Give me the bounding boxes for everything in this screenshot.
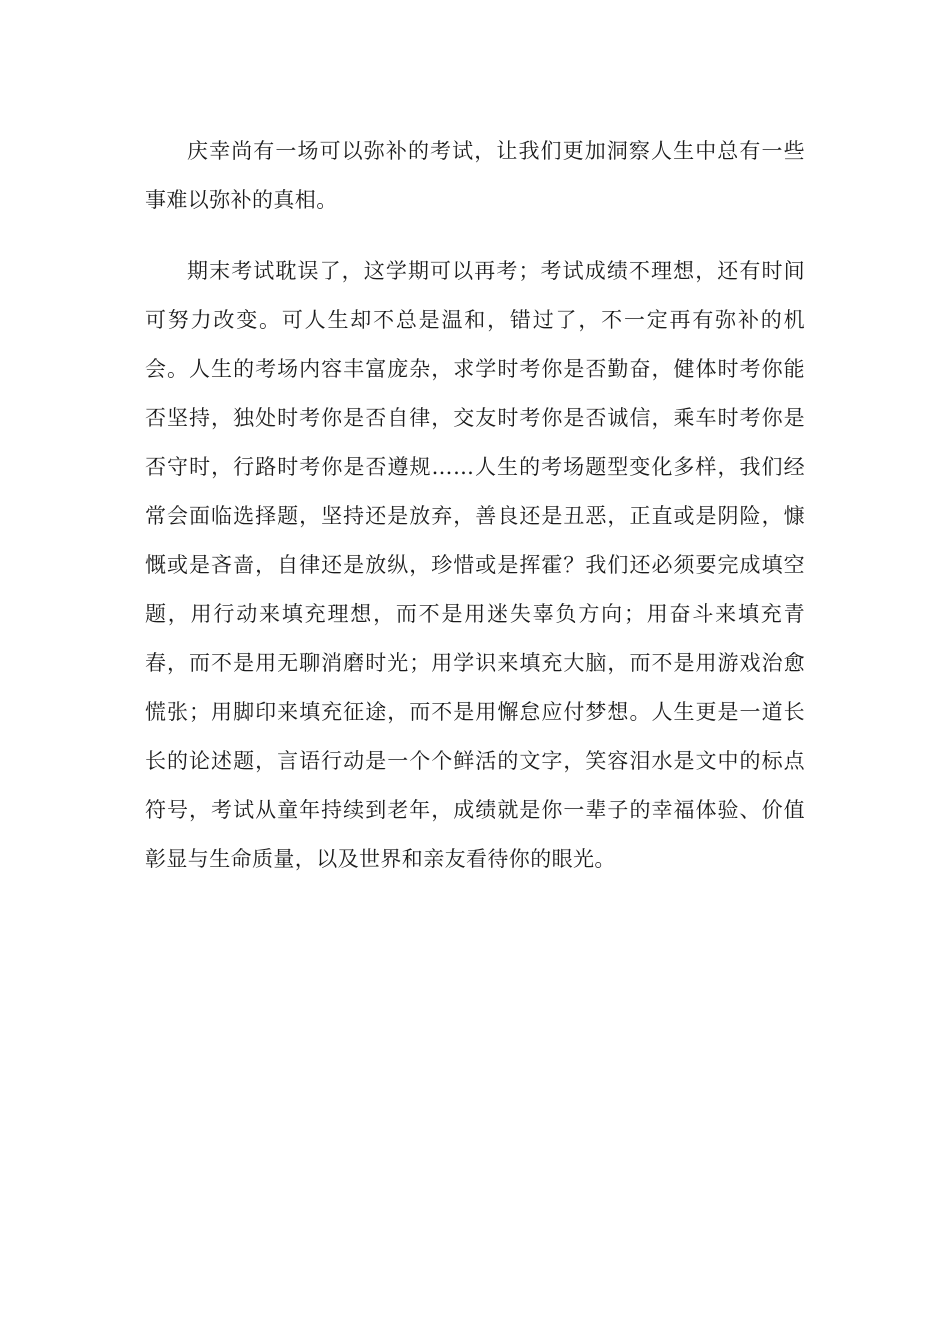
paragraph-2: 期末考试耽误了，这学期可以再考；考试成绩不理想，还有时间可努力改变。可人生却不总是温和，错过了，不一定再有弥补的机会。人生的考场内容丰富庞杂，求学时考你是否勤奋，健体时考你能否坚持，独处时考你是否自律，交友时考你是否诚信，乘车时考你是否守时，行路时考你是否遵规……人生的考场题型变化多样，我们经常会面临选择题，坚持还是放弃，善良还是丑恶，正直或是阴险，慷慨或是吝啬，自律还是放纵，珍惜或是挥霍？我们还必须要完成填空题，用行动来填充理想，而不是用迷失辜负方向；用奋斗来填充青春，而不是用无聊消磨时光；用学识来填充大脑，而不是用游戏治愈慌张；用脚印来填充征途，而不是用懈怠应付梦想。人生更是一道长长的论述题，言语行动是一个个鲜活的文字，笑容泪水是文中的标点符号，考试从童年持续到老年，成绩就是你一辈子的幸福体验、价值彰显与生命质量，以及世界和亲友看待你的眼光。 [145,259,805,871]
document-body [145,127,805,884]
paragraph-1: 庆幸尚有一场可以弥补的考试，让我们更加洞察人生中总有一些事难以弥补的真相。 [145,139,805,212]
